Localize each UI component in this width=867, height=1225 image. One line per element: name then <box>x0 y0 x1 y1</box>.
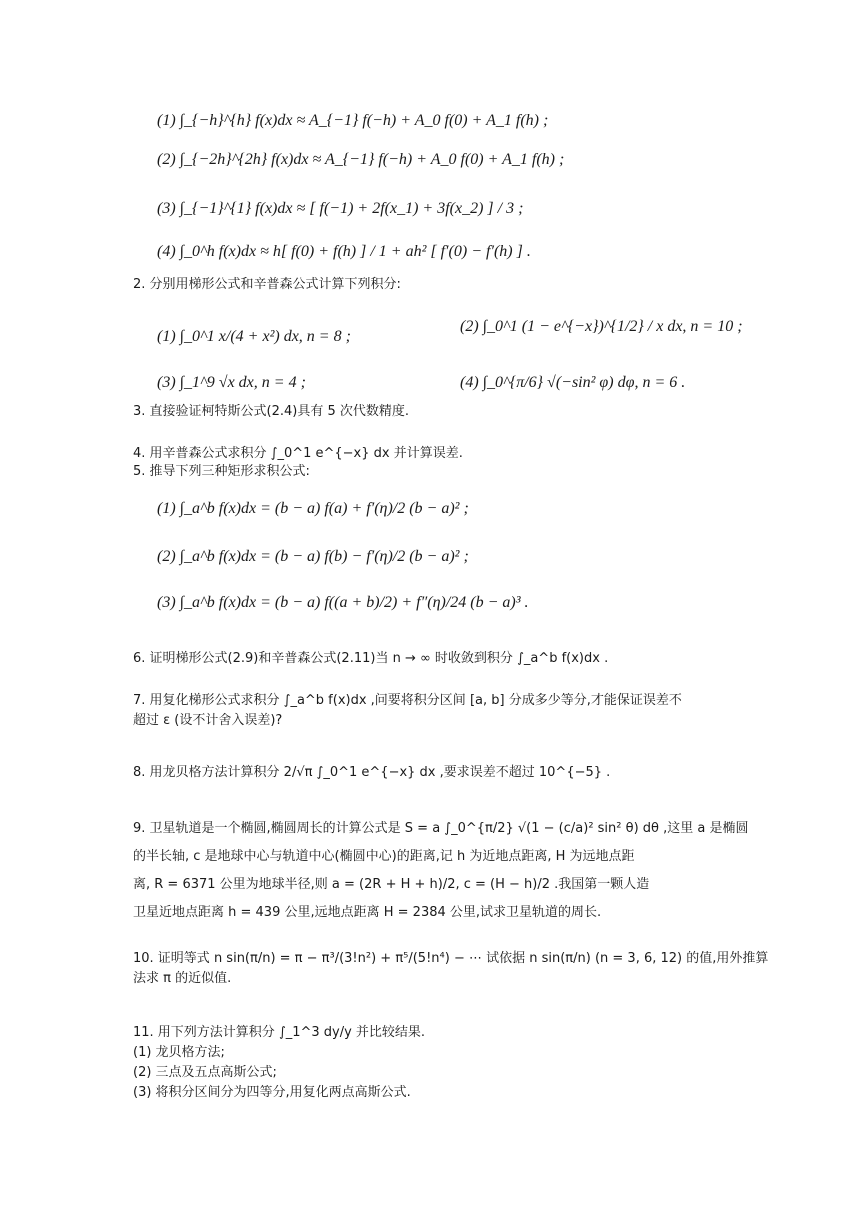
problem11-item3: (3) 将积分区间分为四等分,用复化两点高斯公式. <box>133 1085 411 1100</box>
problem3-text: 3. 直接验证柯特斯公式(2.4)具有 5 次代数精度. <box>133 404 410 419</box>
problem2-text: 2. 分别用梯形公式和辛普森公式计算下列积分: <box>133 277 401 292</box>
problem1-item1: (1) ∫_{−h}^{h} f(x)dx ≈ A_{−1} f(−h) + A_0 f(0) + A_1 f(h) ; <box>157 112 549 129</box>
problem1-item3: (3) ∫_{−1}^{1} f(x)dx ≈ [ f(−1) + 2f(x_1) + 3f(x_2) ] / 3 ; <box>157 200 524 217</box>
problem11-item1: (1) 龙贝格方法; <box>133 1045 225 1060</box>
problem9-text-line2: 的半长轴, c 是地球中心与轨道中心(椭圆中心)的距离,记 h 为近地点距离, H 为远地点距 <box>133 849 635 864</box>
problem5-item2: (2) ∫_a^b f(x)dx = (b − a) f(b) − f′(η)/2 (b − a)² ; <box>157 548 469 565</box>
problem2-item4: (4) ∫_0^{π/6} √(−sin² φ) dφ, n = 6 . <box>460 374 686 391</box>
problem5-text: 5. 推导下列三种矩形求积公式: <box>133 464 310 479</box>
problem1-item2: (2) ∫_{−2h}^{2h} f(x)dx ≈ A_{−1} f(−h) + A_0 f(0) + A_1 f(h) ; <box>157 151 565 168</box>
problem7-text-line1: 7. 用复化梯形公式求积分 ∫_a^b f(x)dx ,问要将积分区间 [a, b] 分成多少等分,才能保证误差不 <box>133 693 682 708</box>
problem10-text-line1: 10. 证明等式 n sin(π/n) = π − π³/(3!n²) + π⁵/(5!n⁴) − ⋯ 试依据 n sin(π/n) (n = 3, 6, 12) 的值,用外推算 <box>133 951 769 966</box>
problem7-text-line2: 超过 ε (设不计舍入误差)? <box>133 713 283 728</box>
problem6-text: 6. 证明梯形公式(2.9)和辛普森公式(2.11)当 n → ∞ 时收敛到积分 ∫_a^b f(x)dx . <box>133 651 609 666</box>
problem8-text: 8. 用龙贝格方法计算积分 2/√π ∫_0^1 e^{−x} dx ,要求误差不超过 10^{−5} . <box>133 765 611 780</box>
problem1-item4: (4) ∫_0^h f(x)dx ≈ h[ f(0) + f(h) ] / 1 + ah² [ f′(0) − f′(h) ] . <box>157 243 531 260</box>
problem5-item3: (3) ∫_a^b f(x)dx = (b − a) f((a + b)/2) + f″(η)/24 (b − a)³ . <box>157 594 529 611</box>
problem9-text-line4: 卫星近地点距离 h = 439 公里,远地点距离 H = 2384 公里,试求卫星轨道的周长. <box>133 905 602 920</box>
problem11-text: 11. 用下列方法计算积分 ∫_1^3 dy/y 并比较结果. <box>133 1025 426 1040</box>
problem2-item3: (3) ∫_1^9 √x dx, n = 4 ; <box>157 374 306 391</box>
problem4-text: 4. 用辛普森公式求积分 ∫_0^1 e^{−x} dx 并计算误差. <box>133 446 463 461</box>
problem9-text-line1: 9. 卫星轨道是一个椭圆,椭圆周长的计算公式是 S = a ∫_0^{π/2} √(1 − (c/a)² sin² θ) dθ ,这里 a 是椭圆 <box>133 821 749 836</box>
problem9-text-line3: 离, R = 6371 公里为地球半径,则 a = (2R + H + h)/2, c = (H − h)/2 .我国第一颗人造 <box>133 877 650 892</box>
problem2-item1: (1) ∫_0^1 x/(4 + x²) dx, n = 8 ; <box>157 328 351 345</box>
problem2-item2: (2) ∫_0^1 (1 − e^{−x})^{1/2} / x dx, n = 10 ; <box>460 318 743 335</box>
problem5-item1: (1) ∫_a^b f(x)dx = (b − a) f(a) + f′(η)/2 (b − a)² ; <box>157 500 469 517</box>
problem10-text-line2: 法求 π 的近似值. <box>133 971 232 986</box>
problem11-item2: (2) 三点及五点高斯公式; <box>133 1065 277 1080</box>
